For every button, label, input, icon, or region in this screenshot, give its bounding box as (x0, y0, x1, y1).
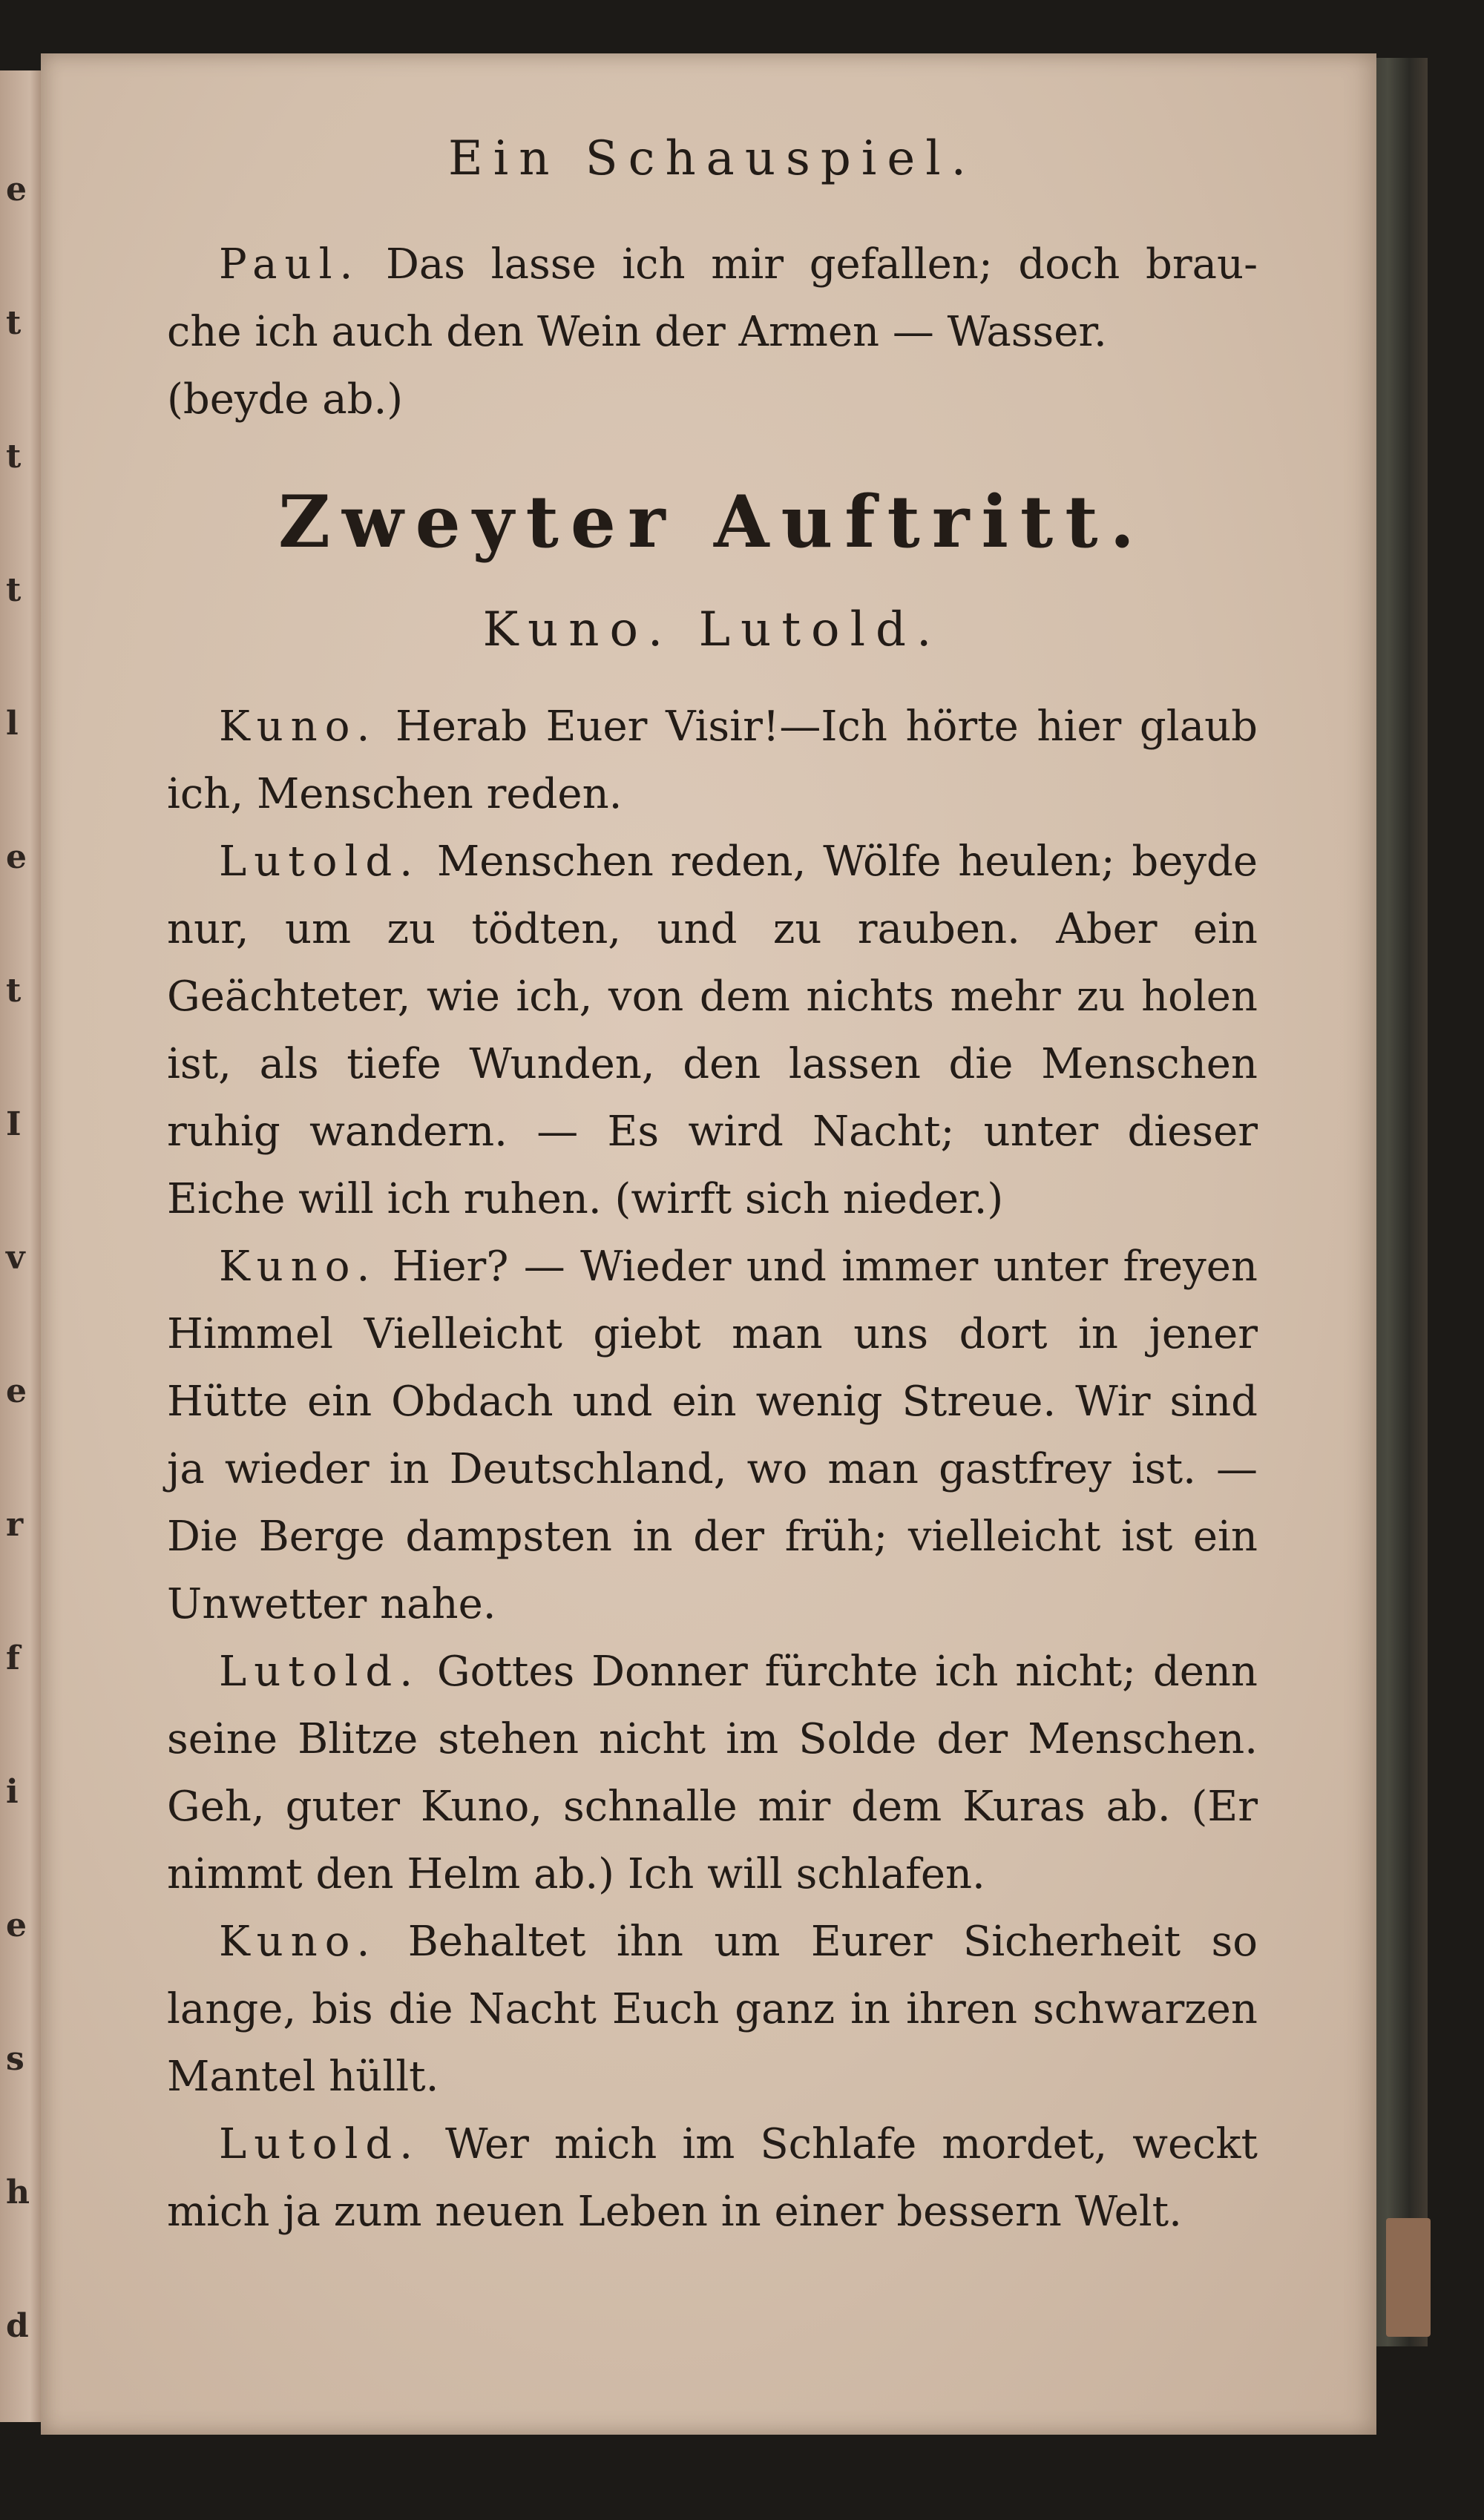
spine-edge-wear (1386, 2218, 1431, 2337)
dialogue-entry (167, 693, 1258, 828)
left-page-fragment: r (6, 1506, 24, 1544)
speech-paul (167, 231, 1258, 366)
left-page-fragment: e (6, 171, 27, 208)
speech-line: che ich auch den Wein der Armen — Wasser. (167, 308, 1107, 356)
dialogue-entry (167, 1638, 1258, 1908)
dialogue-text: Wer mich im Schlafe mordet, weckt mich ja zum neuen Leben in einer bessern Welt. (167, 2120, 1258, 2236)
left-page-edge (0, 70, 43, 2422)
dialogue-text: Hier? — Wieder und immer unter freyen Himmel Vielleicht giebt man uns dort in jener Hütte ein Obdach und ein wenig Streue. Wir sind ja wieder in Deutschland, wo man gastfrey ist. — Die Berge dampsten in der früh; vielleicht ist ein Unwetter nahe. (167, 1243, 1258, 1628)
left-page-fragment: e (6, 1907, 27, 1944)
speaker-name: Paul. (219, 240, 361, 289)
left-page-fragment: d (6, 2307, 29, 2345)
speaker-name: Kuno. (219, 1918, 378, 1966)
dialogue-text: Menschen reden, Wölfe heulen; beyde nur, um zu tödten, und zu rauben. Aber ein Geächteter, wie ich, von dem nichts mehr zu holen ist, als tiefe Wunden, den lassen die Menschen ruhig wandern. — Es wird Nacht; unter dieser Eiche will ich ruhen. (wirft sich nieder.) (167, 838, 1258, 1223)
speaker-name: Kuno. (219, 1243, 378, 1291)
speech-line: Das lasse ich mir gefallen; doch brau- (386, 240, 1258, 289)
speaker-name: Lutold. (219, 838, 421, 886)
left-page-fragment: l (6, 705, 19, 743)
dialogue-entry (167, 828, 1258, 1233)
cast-list: Kuno. Lutold. (482, 602, 942, 657)
left-page-fragment: f (6, 1639, 20, 1677)
left-page-fragment: t (6, 438, 22, 476)
scene-title: Zweyter Auftritt. (278, 480, 1147, 564)
dialogue-entry (167, 1908, 1258, 2111)
left-page-fragment: e (6, 1372, 27, 1410)
left-page-fragment: t (6, 304, 22, 342)
dialogue-entry (167, 2111, 1258, 2246)
left-page-fragment: e (6, 838, 27, 876)
stage-direction: (beyde ab.) (167, 375, 404, 424)
speaker-name: Lutold. (219, 1648, 421, 1696)
running-head: Ein Schauspiel. (448, 131, 976, 186)
dialogue-text: Gottes Donner fürchte ich nicht; denn seine Blitze stehen nicht im Solde der Menschen. Geh, guter Kuno, schnalle mir dem Kuras ab. (Er nimmt den Helm ab.) Ich will schlafen. (167, 1648, 1258, 1898)
speaker-name: Lutold. (219, 2120, 421, 2168)
left-page-fragment: h (6, 2174, 30, 2211)
dialogue-text: Herab Euer Visir!—Ich hörte hier glaub ich, Menschen reden. (167, 703, 1258, 818)
book-page (41, 53, 1376, 2435)
left-page-fragment: I (6, 1105, 22, 1143)
left-page-fragment: t (6, 972, 22, 1010)
left-page-fragment: s (6, 2040, 24, 2078)
left-page-fragment: t (6, 571, 22, 609)
left-page-fragment: i (6, 1773, 19, 1811)
dialogue-text: Behaltet ihn um Eurer Sicherheit so lange, bis die Nacht Euch ganz in ihren schwarzen Mantel hüllt. (167, 1918, 1258, 2101)
dialogue-entry (167, 1233, 1258, 1638)
left-page-fragment: v (6, 1239, 25, 1277)
speaker-name: Kuno. (219, 703, 378, 751)
page-text (167, 131, 1258, 2246)
